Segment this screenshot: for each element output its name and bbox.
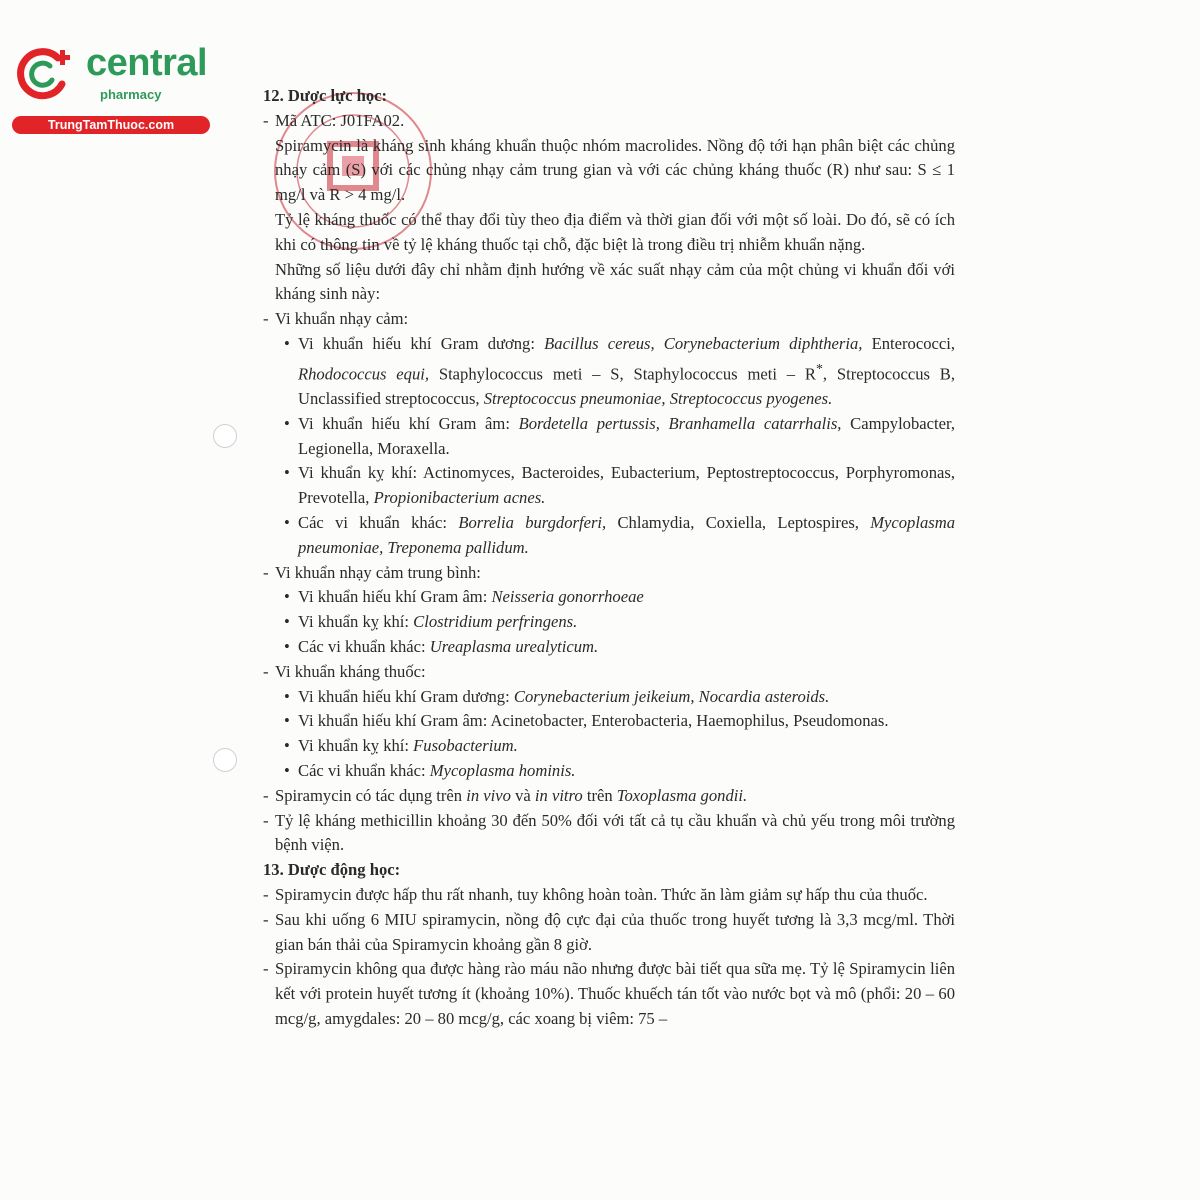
item-label: Vi khuẩn kỵ khí: [298, 736, 414, 756]
item-text: Staphylococcus meti – S, Staphylococcus meti – R [429, 364, 816, 384]
item-label: Vi khuẩn hiếu khí Gram âm: [298, 413, 519, 433]
species-italic: Rhodococcus equi, [298, 364, 430, 384]
sensitive-gram-negative-item [255, 412, 955, 462]
resistant-anaerobic-item [255, 734, 955, 759]
item-label: Các vi khuẩn khác: [298, 637, 430, 657]
susceptibility-note-paragraph: Những số liệu dưới đây chỉ nhằm định hướng về xác suất nhạy cảm của một chủng vi khuẩn đối với kháng sinh này: [275, 259, 955, 304]
logo-subtitle: pharmacy [100, 87, 162, 102]
species-italic: Ureaplasma urealyticum. [429, 637, 599, 657]
resistance-variability-paragraph: Tỷ lệ kháng thuốc có thể thay đổi tùy theo địa điểm và thời gian đối với một số loài. Do đó, sẽ có ích khi có thông tin về tỷ lệ kháng thuốc tại chỗ, đặc biệt là trong điều trị nhiễm khuẩn nặng. [275, 209, 955, 254]
sensitive-gram-positive-item [255, 332, 955, 412]
note-text: và [510, 785, 535, 805]
species-italic: Clostridium perfringens. [413, 612, 578, 632]
note-text: Spiramycin có tác dụng trên [275, 785, 467, 805]
species-italic: Fusobacterium. [413, 736, 518, 756]
note-italic: Toxoplasma gondii. [616, 785, 748, 805]
intermediate-bacteria-heading: - Vi khuẩn nhạy cảm trung bình: [255, 561, 955, 586]
item-label: Vi khuẩn hiếu khí Gram âm: [298, 587, 492, 607]
pharmacodynamics-intro: Spiramycin là kháng sinh kháng khuẩn thuộc nhóm macrolides. Nồng độ tới hạn phân biệt các chủng nhạy cảm (S) với các chủng nhạy cảm trung gian và với các chủng kháng thuốc (R) như sau: S ≤ 1 mg/l và R > 4 mg/l. [275, 135, 955, 205]
logo-url-badge: TrungTamThuoc.com [12, 116, 210, 134]
item-text: Campylobacter, Legionella, Moraxella. [298, 413, 955, 458]
item-label: Các vi khuẩn khác: [298, 761, 430, 781]
logo-name: central [86, 42, 208, 84]
distribution-paragraph: - Spiramycin không qua được hàng rào máu não nhưng được bài tiết qua sữa mẹ. Tỷ lệ Spiramycin liên kết với protein huyết tương ít (khoảng 10%). Thuốc khuếch tán tốt vào nước bọt và mô (phổi: 20 – 60 mcg/g, amygdales: 20 – 80 mcg/g, các xoang bị viêm: 75 – [255, 957, 955, 1031]
central-pharmacy-logo [10, 36, 215, 146]
toxoplasma-note [255, 784, 955, 809]
item-label: Vi khuẩn hiếu khí Gram dương: [298, 686, 514, 706]
sensitive-anaerobic-item [255, 461, 955, 511]
item-text: Actinomyces, Bacteroides, Eubacterium, Peptostreptococcus, Porphyromonas, Prevotella, [298, 463, 955, 508]
species-italic: Bacillus cereus, Corynebacterium diphtheria, [544, 333, 863, 353]
resistant-bacteria-heading: - Vi khuẩn kháng thuốc: [255, 660, 955, 685]
intermediate-anaerobic-item [255, 610, 955, 635]
document-body [255, 84, 955, 1032]
atc-code: - Mã ATC: J01FA02. [255, 109, 955, 134]
species-italic: Corynebacterium jeikeium, Nocardia asteroids. [513, 686, 830, 706]
binder-hole-top [213, 424, 237, 448]
species-italic: Mycoplasma hominis. [429, 761, 576, 781]
absorption-paragraph: - Spiramycin được hấp thu rất nhanh, tuy không hoàn toàn. Thức ăn làm giảm sự hấp thu của thuốc. [255, 883, 955, 908]
species-italic: Propionibacterium acnes. [373, 488, 546, 508]
note-italic: in vitro [534, 785, 583, 805]
species-italic: Mycoplasma pneumoniae, Treponema pallidum. [298, 513, 955, 557]
item-label: Các vi khuẩn khác: [298, 513, 459, 533]
species-italic: Bordetella pertussis, Branhamella catarrhalis, [518, 413, 842, 433]
binder-hole-bottom [213, 748, 237, 772]
item-label: Vi khuẩn hiếu khí Gram dương: [298, 333, 545, 353]
item-label: Vi khuẩn kỵ khí: [298, 463, 424, 483]
species-italic: Streptococcus pneumoniae, Streptococcus pyogenes. [483, 389, 833, 409]
plasma-concentration-paragraph: - Sau khi uống 6 MIU spiramycin, nồng độ cực đại của thuốc trong huyết tương là 3,3 mcg/ml. Thời gian bán thải của Spiramycin khoảng gần 8 giờ. [255, 908, 955, 958]
note-italic: in vivo [466, 785, 511, 805]
resistant-gram-positive-item [255, 685, 955, 710]
item-text: Chlamydia, Coxiella, Leptospires, [606, 513, 871, 533]
resistant-gram-negative-item: • Vi khuẩn hiếu khí Gram âm: Acinetobacter, Enterobacteria, Haemophilus, Pseudomonas. [255, 709, 955, 734]
methicillin-resistance-note: - Tỷ lệ kháng methicillin khoảng 30 đến 50% đối với tất cả tụ cầu khuẩn và chủ yếu trong môi trường bệnh viện. [255, 809, 955, 859]
item-text: Enterococci, [862, 333, 956, 353]
intermediate-other-item [255, 635, 955, 660]
sensitive-bacteria-heading: - Vi khuẩn nhạy cảm: [255, 307, 955, 332]
intermediate-gram-negative-item [255, 585, 955, 610]
resistant-other-item [255, 759, 955, 784]
species-italic: Borrelia burgdorferi, [458, 513, 607, 533]
species-italic: Neisseria gonorrhoeae [491, 587, 644, 607]
footnote-marker: * [815, 360, 823, 376]
pharmacy-cross-icon [12, 44, 74, 106]
sensitive-other-item [255, 511, 955, 561]
note-text: trên [582, 785, 617, 805]
section-12-heading: 12. Dược lực học: [263, 86, 388, 105]
item-label: Vi khuẩn kỵ khí: [298, 612, 414, 632]
section-13-heading: 13. Dược động học: [263, 860, 401, 880]
item-text: , Streptococcus B, Unclassified streptococcus, [298, 364, 955, 409]
